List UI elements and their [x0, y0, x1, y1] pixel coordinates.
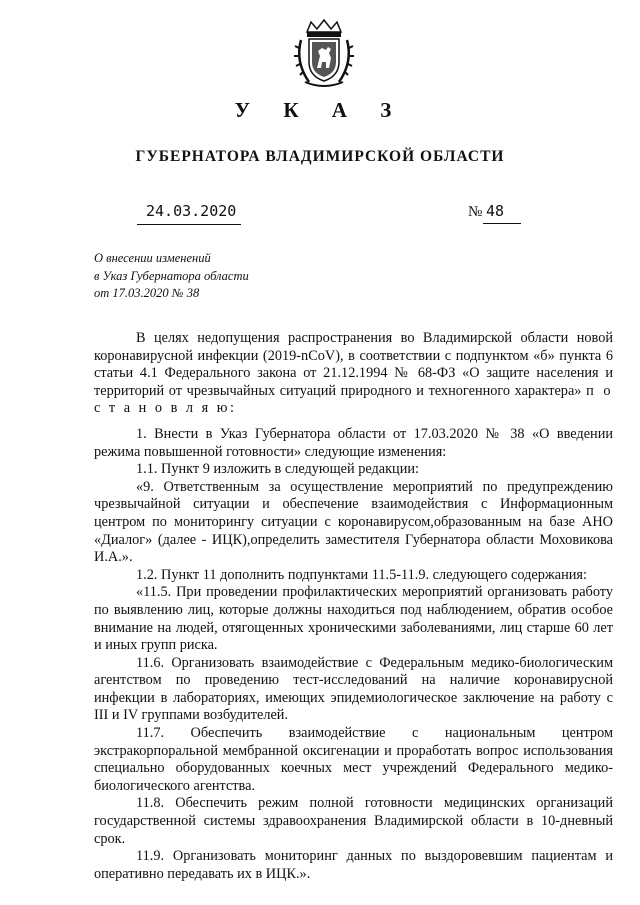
paragraph-1-2: 1.2. Пункт 11 дополнить подпунктами 11.5-11.9. следующего содержания: — [136, 566, 587, 583]
document-number: 48 — [486, 202, 505, 220]
reference-line: от 17.03.2020 № 38 — [94, 286, 200, 300]
paragraph-1-1: 1.1. Пункт 9 изложить в следующей редакции: — [136, 461, 419, 478]
document-date: 24.03.2020 — [146, 202, 237, 220]
paragraph-11-9: 11.9. Организовать мониторинг данных по выздоровевшим пациентам и оперативно передавать их в ИЦК.». — [94, 848, 613, 882]
paragraph-11-8: 11.8. Обеспечить режим полной готовности медицинских организаций государственной системы здравоохранения Владимирской области в 10-дневный срок. — [94, 795, 613, 847]
document-title: У К А З — [234, 98, 406, 122]
paragraph-11-7: 11.7. Обеспечить взаимодействие с национальным центром экстракорпоральной мембранной оксигенации и проработать вопрос использования специально оборудованных коечных мест учреждений Федерального медико-биологического агентства. — [94, 725, 613, 794]
reference-block — [94, 250, 249, 303]
document-body — [94, 330, 613, 883]
date-underline — [137, 224, 241, 225]
reference-line: в Указ Губернатора области — [94, 268, 249, 283]
resolve-word: п о с т а н о в л я ю: — [94, 382, 614, 417]
document-subtitle: ГУБЕРНАТОРА ВЛАДИМИРСКОЙ ОБЛАСТИ — [135, 148, 505, 165]
paragraph-11-5: «11.5. При проведении профилактических мероприятий организовать работу по выявлению лиц, которые должны находиться под наблюдением, обратив особое внимание на людей, отягощенных хроническими заболеваниями, лиц старше 60 лет и иных групп риска. — [94, 584, 613, 654]
paragraph-1: 1. Внести в Указ Губернатора области от 17.03.2020 № 38 «О введении режима повышенной готовности» следующие изменения: — [94, 425, 613, 460]
paragraph-9: «9. Ответственным за осуществление мероприятий по предупреждению чрезвычайной ситуации и обеспечение взаимодействия с Информационным центром по мониторингу ситуации с коронавирусом,образованным на базе АНО «Диалог» (далее - ИЦК),определить заместителя Губернатора области Моховикова И.А.». — [94, 478, 613, 566]
preamble-text: В целях недопущения распространения во Владимирской области новой коронавирусной инфекции (2019-nCoV), в соответствии с подпунктом «б» пункта 6 статьи 4.1 Федерального закона от 21.12.1994 № 68-ФЗ «О защите населения и территорий от чрезвычайных ситуаций природного и техногенного характера» — [94, 330, 613, 399]
coat-of-arms-icon — [293, 18, 355, 88]
number-underline — [483, 223, 521, 224]
preamble-paragraph — [94, 330, 613, 418]
number-prefix: № — [468, 204, 483, 220]
reference-line: О внесении изменений — [94, 251, 211, 265]
paragraph-11-6: 11.6. Организовать взаимодействие с Федеральным медико-биологическим агентством по проведению тест-исследований на наличие коронавирусной инфекции в лабораториях, имеющих эпидемиологическое заключение на работу с III и IV группами возбудителей. — [94, 654, 613, 724]
